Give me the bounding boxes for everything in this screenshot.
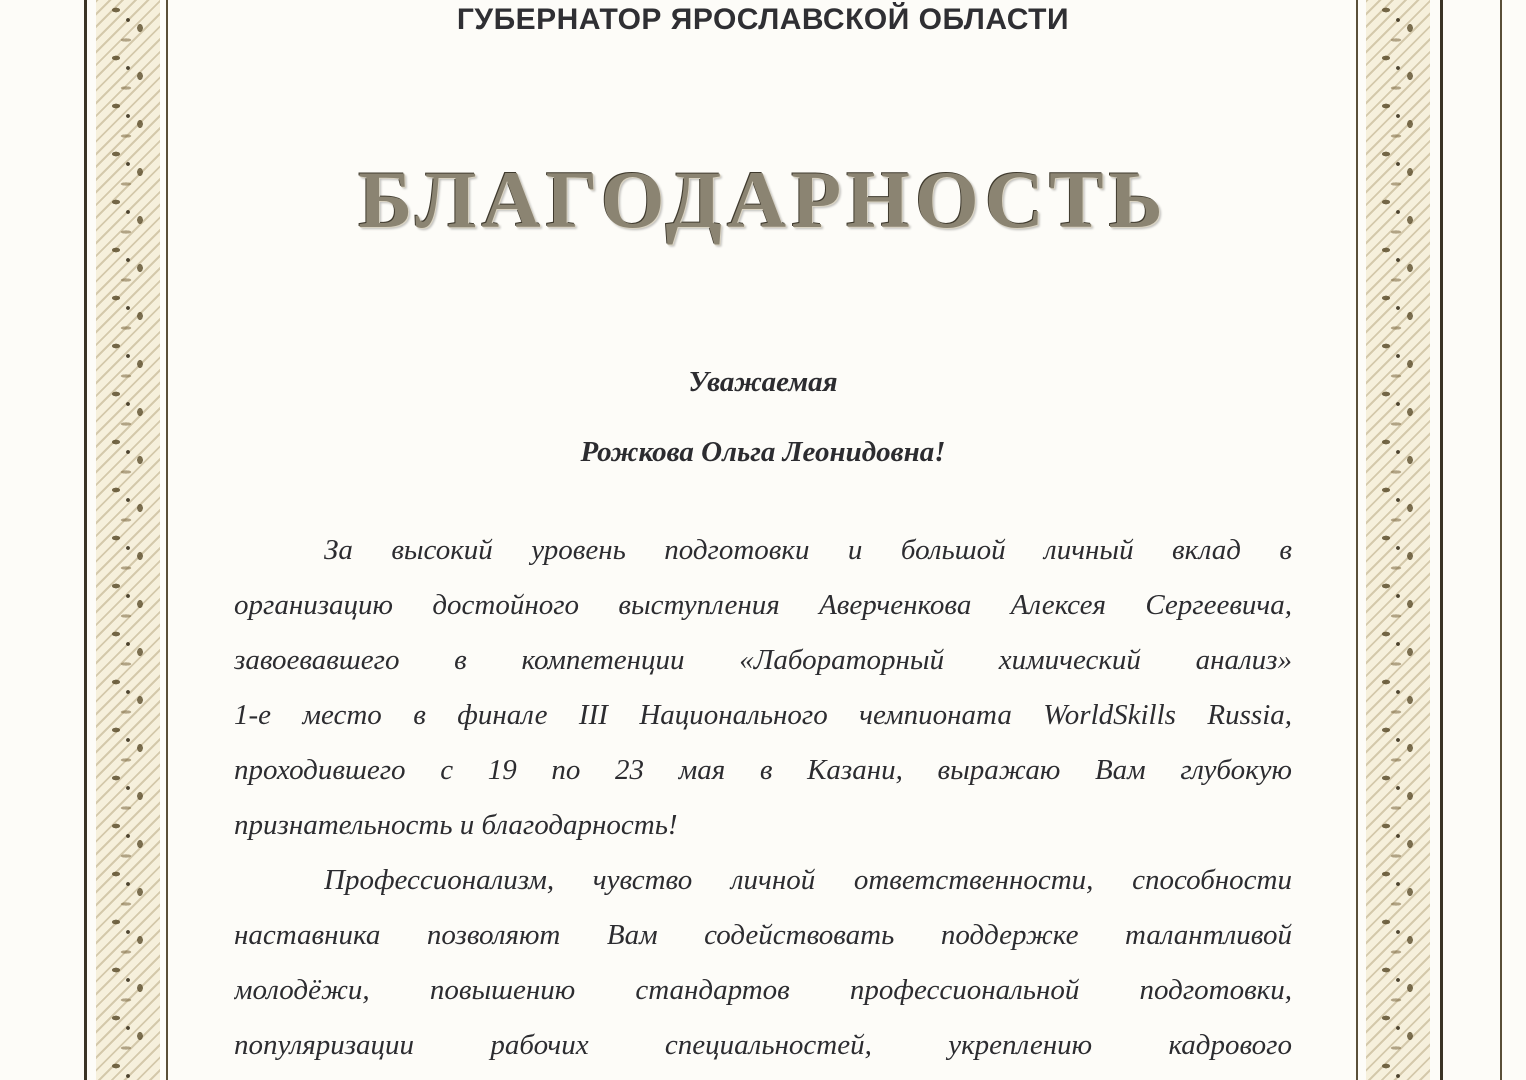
body-line: проходившего с 19 по 23 мая в Казани, выражаю Вам глубокую [234,754,1292,786]
issuer-heading: ГУБЕРНАТОР ЯРОСЛАВСКОЙ ОБЛАСТИ [456,3,1070,36]
body-line: 1-е место в финале III Национального чемпионата WorldSkills Russia, [234,699,1292,731]
frame-rule-right-outer [1440,0,1443,1080]
body-line: наставника позволяют Вам содействовать поддержке талантливой [234,919,1292,951]
document-title: БЛАГОДАРНОСТЬ [358,154,1168,245]
ornamental-border-left [96,0,160,1080]
frame-rule-right-edge [1500,0,1502,1080]
ornamental-border-right [1366,0,1430,1080]
body-line: За высокий уровень подготовки и большой личный вклад в [324,534,1292,566]
salutation: Уважаемая [688,366,838,398]
body-line: популяризации рабочих специальностей, укреплению кадрового [234,1029,1292,1061]
body-line: Профессионализм, чувство личной ответственности, способности [324,864,1292,896]
frame-rule-right-inner [1356,0,1358,1080]
body-line: организацию достойного выступления Аверченкова Алексея Сергеевича, [234,589,1292,621]
body-line: молодёжи, повышению стандартов профессиональной подготовки, [234,974,1292,1006]
body-line: признательность и благодарность! [234,809,678,841]
frame-rule-left-outer [84,0,87,1080]
frame-rule-left-inner [166,0,168,1080]
recipient-name: Рожкова Ольга Леонидовна! [580,436,946,468]
body-line: завоевавшего в компетенции «Лабораторный химический анализ» [234,644,1292,676]
